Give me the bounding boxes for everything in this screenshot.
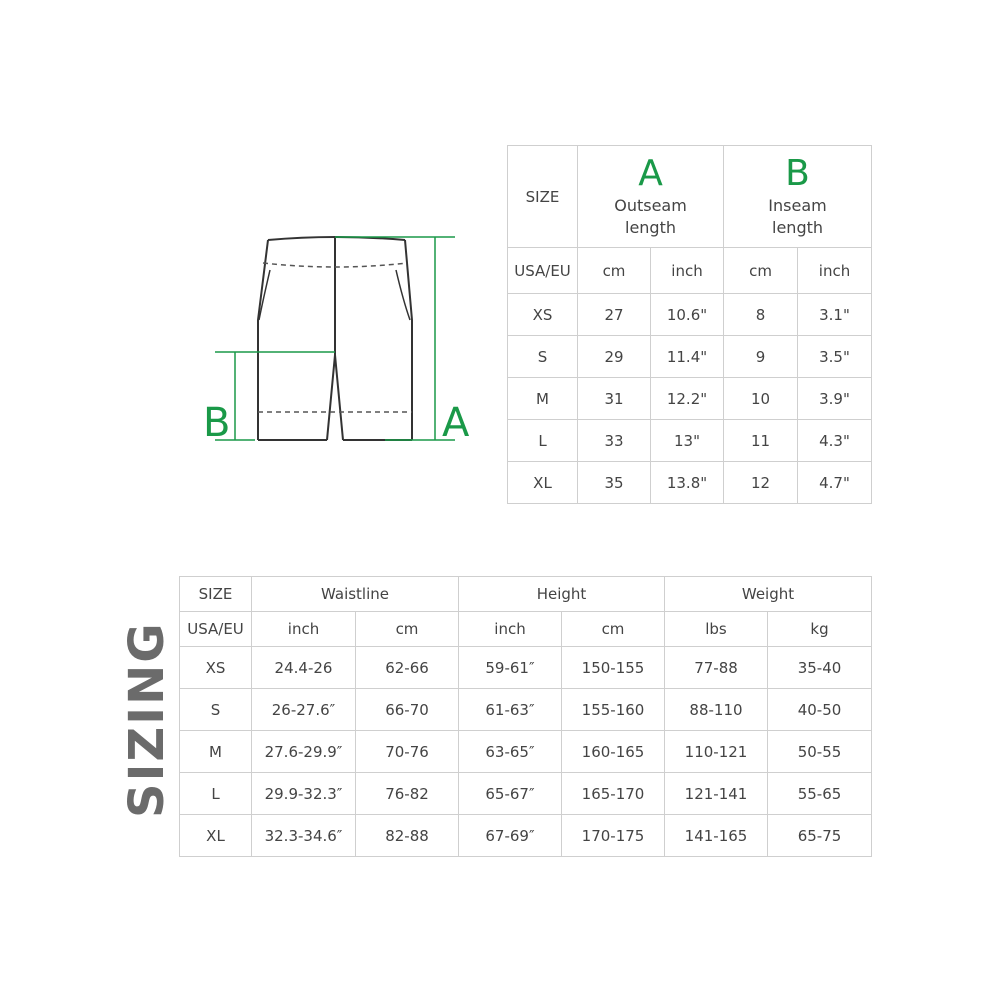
value-cell: 82-88 [356, 815, 459, 857]
unit-cell: inch [459, 612, 562, 647]
value-cell: 77-88 [665, 647, 768, 689]
value-cell: 61-63″ [459, 689, 562, 731]
value-cell: 3.1" [798, 294, 872, 336]
size-cell: M [180, 731, 252, 773]
value-cell: 9 [724, 336, 798, 378]
outseam-label-line2: length [625, 217, 676, 237]
value-cell: 26-27.6″ [252, 689, 356, 731]
value-cell: 10 [724, 378, 798, 420]
sizing-title: SIZING [119, 621, 175, 818]
table-row [180, 815, 872, 857]
units-row [180, 612, 872, 647]
value-cell: 24.4-26 [252, 647, 356, 689]
value-cell: 31 [578, 378, 651, 420]
value-cell: 160-165 [562, 731, 665, 773]
unit-cell: lbs [665, 612, 768, 647]
table-header-row [508, 146, 872, 248]
value-cell: 32.3-34.6″ [252, 815, 356, 857]
value-cell: 88-110 [665, 689, 768, 731]
value-cell: 29.9-32.3″ [252, 773, 356, 815]
table-header-row [180, 577, 872, 612]
table-row [180, 689, 872, 731]
outseam-label-line1: Outseam [614, 195, 687, 215]
value-cell: 63-65″ [459, 731, 562, 773]
unit-cell: cm [578, 248, 651, 294]
value-cell: 13.8" [651, 462, 724, 504]
body-size-table [179, 576, 872, 857]
table-row [508, 294, 872, 336]
value-cell: 65-75 [768, 815, 872, 857]
unit-cell: inch [252, 612, 356, 647]
value-cell: 35-40 [768, 647, 872, 689]
size-header: SIZE [180, 577, 252, 612]
value-cell: 67-69″ [459, 815, 562, 857]
size-cell: XL [508, 462, 578, 504]
table-row [508, 462, 872, 504]
shorts-diagram [195, 225, 485, 465]
value-cell: 8 [724, 294, 798, 336]
value-cell: 12.2" [651, 378, 724, 420]
size-cell: S [508, 336, 578, 378]
value-cell: 70-76 [356, 731, 459, 773]
value-cell: 3.5" [798, 336, 872, 378]
table-row [508, 420, 872, 462]
value-cell: 170-175 [562, 815, 665, 857]
value-cell: 11.4" [651, 336, 724, 378]
value-cell: 155-160 [562, 689, 665, 731]
value-cell: 40-50 [768, 689, 872, 731]
inseam-header [724, 146, 872, 248]
outseam-header [578, 146, 724, 248]
table-row [508, 378, 872, 420]
table-row [508, 336, 872, 378]
inseam-label-line2: length [772, 217, 824, 237]
value-cell: 76-82 [356, 773, 459, 815]
waistline-header: Waistline [252, 577, 459, 612]
size-cell: XS [180, 647, 252, 689]
inseam-letter: B [785, 152, 810, 194]
unit-cell: cm [356, 612, 459, 647]
dimension-a-label: A [442, 400, 470, 446]
value-cell: 165-170 [562, 773, 665, 815]
unit-cell: inch [798, 248, 872, 294]
value-cell: 35 [578, 462, 651, 504]
value-cell: 62-66 [356, 647, 459, 689]
size-cell: XS [508, 294, 578, 336]
height-header: Height [459, 577, 665, 612]
dimension-b-label: B [203, 400, 231, 446]
table-row [180, 647, 872, 689]
value-cell: 33 [578, 420, 651, 462]
value-cell: 29 [578, 336, 651, 378]
size-cell: XL [180, 815, 252, 857]
unit-cell: cm [724, 248, 798, 294]
size-cell: S [180, 689, 252, 731]
value-cell: 4.7" [798, 462, 872, 504]
length-size-table [507, 145, 872, 504]
value-cell: 121-141 [665, 773, 768, 815]
value-cell: 12 [724, 462, 798, 504]
region-cell: USA/EU [508, 248, 578, 294]
table-row [180, 773, 872, 815]
value-cell: 50-55 [768, 731, 872, 773]
table-row [180, 731, 872, 773]
value-cell: 66-70 [356, 689, 459, 731]
value-cell: 11 [724, 420, 798, 462]
weight-header: Weight [665, 577, 872, 612]
value-cell: 13" [651, 420, 724, 462]
value-cell: 27.6-29.9″ [252, 731, 356, 773]
value-cell: 141-165 [665, 815, 768, 857]
unit-cell: inch [651, 248, 724, 294]
value-cell: 10.6" [651, 294, 724, 336]
size-cell: L [180, 773, 252, 815]
size-cell: L [508, 420, 578, 462]
value-cell: 59-61″ [459, 647, 562, 689]
units-row [508, 248, 872, 294]
unit-cell: kg [768, 612, 872, 647]
value-cell: 65-67″ [459, 773, 562, 815]
value-cell: 110-121 [665, 731, 768, 773]
size-header: SIZE [508, 146, 578, 248]
value-cell: 55-65 [768, 773, 872, 815]
value-cell: 3.9" [798, 378, 872, 420]
region-cell: USA/EU [180, 612, 252, 647]
value-cell: 27 [578, 294, 651, 336]
unit-cell: cm [562, 612, 665, 647]
value-cell: 4.3" [798, 420, 872, 462]
size-cell: M [508, 378, 578, 420]
outseam-letter: A [638, 152, 663, 194]
inseam-label-line1: Inseam [768, 195, 827, 215]
value-cell: 150-155 [562, 647, 665, 689]
